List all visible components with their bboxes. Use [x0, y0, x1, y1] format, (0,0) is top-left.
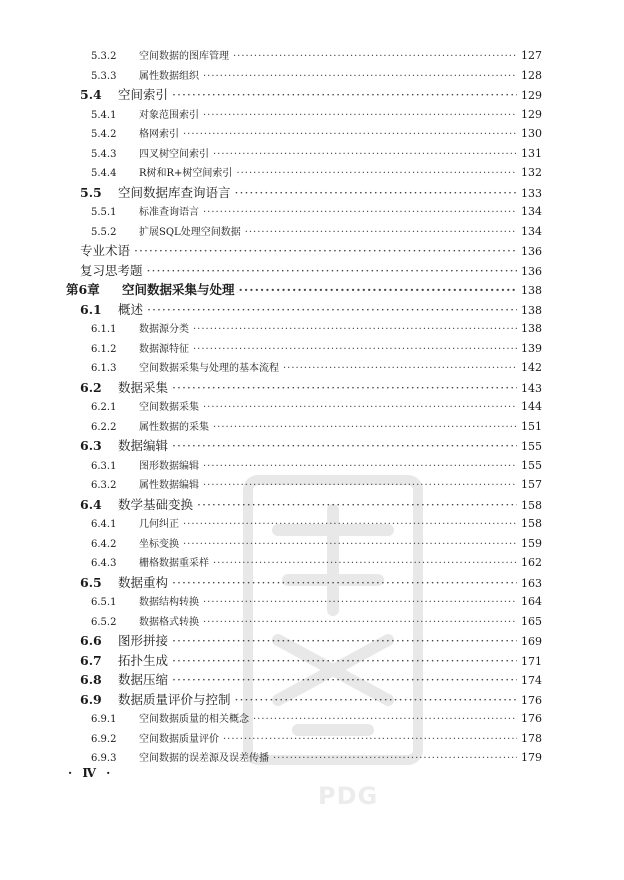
toc-entry[interactable]: [80, 300, 542, 320]
toc-entry-number: 6.9.1: [91, 714, 117, 725]
toc-entry-number: 6.4.2: [91, 538, 117, 550]
toc-entry-number: 6.5.2: [91, 616, 117, 628]
toc-entry[interactable]: [91, 339, 542, 359]
toc-entry-title: 数据编辑: [118, 438, 169, 453]
toc-leader-dots: [147, 300, 517, 320]
toc-entry-title: 数据源分类: [139, 324, 189, 335]
toc-entry-number: 5.3.2: [91, 51, 117, 62]
toc-entry-title: 图形数据编辑: [139, 460, 199, 472]
toc-entry-number: 6.5: [80, 574, 102, 590]
toc-entry-title: 空间索引: [118, 87, 169, 102]
toc-entry-page: 142: [521, 361, 542, 374]
toc-leader-dots: [183, 515, 517, 535]
toc-leader-dots: [203, 613, 517, 633]
toc-entry-number: 6.9.2: [91, 733, 117, 745]
toc-entry[interactable]: [91, 397, 542, 417]
toc-entry-page: 131: [521, 146, 542, 160]
toc-entry-page: 159: [521, 536, 542, 550]
toc-leader-dots: [203, 203, 517, 223]
toc-entry-title: 数据结构转换: [139, 597, 199, 608]
toc-entry-page: 169: [521, 635, 542, 648]
toc-leader-dots: [203, 476, 517, 496]
toc-entry-page: 138: [521, 284, 542, 297]
toc-entry[interactable]: [91, 592, 542, 612]
toc-entry-page: 163: [521, 576, 542, 590]
toc-entry-page: 129: [521, 89, 542, 102]
toc-entry[interactable]: [91, 612, 542, 632]
toc-entry-title: 空间数据质量的相关概念: [139, 714, 249, 725]
toc-entry-number: 5.4.1: [91, 109, 117, 121]
toc-entry-title: 数据压缩: [118, 672, 169, 687]
toc-entry-page: 164: [521, 595, 542, 608]
toc-entry-page: 179: [521, 751, 542, 764]
toc-entry-page: 158: [521, 498, 542, 512]
toc-entry-page: 136: [521, 264, 542, 278]
toc-leader-dots: [203, 457, 517, 477]
toc-entry[interactable]: [80, 631, 542, 651]
toc-entry-title: 数据源特征: [139, 343, 189, 355]
toc-leader-dots: [172, 378, 517, 398]
toc-entry[interactable]: [80, 85, 542, 105]
toc-leader-dots: [235, 690, 517, 710]
toc-entry-number: 5.4.4: [91, 168, 117, 179]
toc-entry-page: 127: [521, 49, 542, 62]
toc-leader-dots: [197, 495, 517, 515]
toc-entry[interactable]: [91, 456, 542, 476]
toc-leader-dots: [172, 85, 517, 105]
toc-entry-page: 165: [521, 614, 542, 628]
toc-entry-number: 6.4.3: [91, 558, 117, 569]
toc-entry-number: 6.1.3: [91, 363, 117, 374]
toc-leader-dots: [213, 418, 517, 438]
toc-entry-page: 174: [521, 674, 542, 687]
toc-entry[interactable]: [91, 534, 542, 554]
toc-entry[interactable]: [91, 163, 542, 183]
toc-entry-title: 属性数据编辑: [139, 480, 199, 491]
toc-leader-dots: [147, 261, 517, 281]
toc-entry-page: 155: [521, 458, 542, 472]
toc-leader-dots: [283, 359, 517, 379]
toc-entry-title: 扩展SQL处理空间数据: [139, 226, 241, 238]
toc-entry-title: 对象范围索引: [139, 109, 199, 121]
toc-entry-page: 143: [521, 381, 542, 395]
toc-leader-dots: [183, 535, 517, 555]
toc-entry-title: 数据采集: [118, 379, 169, 395]
toc-entry-number: 6.2.2: [91, 421, 117, 433]
toc-entry-title: 专业术语: [80, 243, 131, 258]
toc-entry[interactable]: [80, 670, 542, 690]
toc-entry[interactable]: [91, 319, 542, 339]
toc-entry[interactable]: [91, 105, 542, 125]
toc-entry-title: 数据质量评价与控制: [118, 691, 231, 707]
toc-leader-dots: [172, 436, 517, 456]
toc-entry[interactable]: [91, 144, 542, 164]
toc-entry-number: 5.4.2: [91, 129, 117, 140]
toc-entry-page: 158: [521, 517, 542, 530]
toc-leader-dots: [172, 670, 517, 690]
toc-entry-page: 138: [521, 303, 542, 317]
toc-entry-page: 176: [521, 712, 542, 725]
toc-entry[interactable]: [91, 124, 542, 144]
toc-entry-page: 134: [521, 205, 542, 218]
toc-entry-title: 概述: [118, 301, 144, 317]
toc-entry-number: 6.6: [80, 633, 102, 648]
toc-entry[interactable]: [80, 378, 542, 398]
toc-entry-title: 空间数据质量评价: [139, 733, 219, 745]
toc-entry-number: 5.5.2: [91, 226, 117, 238]
toc-entry-title: 属性数据组织: [139, 70, 199, 82]
toc-entry[interactable]: [91, 709, 542, 729]
toc-entry-title: 栅格数据重采样: [139, 558, 209, 569]
toc-entry-page: 136: [521, 245, 542, 258]
toc-entry[interactable]: [91, 222, 542, 242]
toc-entry[interactable]: [80, 183, 542, 203]
toc-entry-number: 6.8: [80, 672, 102, 687]
toc-entry-title: 四叉树空间索引: [139, 148, 209, 160]
toc-leader-dots: [273, 749, 517, 769]
toc-entry-number: 6.3.2: [91, 480, 117, 491]
toc-entry[interactable]: [91, 748, 542, 768]
toc-leader-dots: [172, 631, 517, 651]
toc-entry[interactable]: [80, 241, 542, 261]
toc-leader-dots: [203, 106, 517, 126]
toc-leader-dots: [245, 223, 517, 243]
toc-leader-dots: [203, 398, 517, 418]
toc-entry-title: 拓扑生成: [118, 652, 169, 668]
toc-entry-number: 6.3.1: [91, 460, 117, 472]
toc-leader-dots: [203, 67, 517, 87]
toc-entry-number: 5.5.1: [91, 207, 117, 218]
toc-entry-number: 6.9.3: [91, 753, 117, 764]
page-number-footer: · Ⅳ ·: [68, 766, 114, 780]
toc-entry-title: 空间数据的图库管理: [139, 51, 229, 62]
toc-entry[interactable]: [80, 261, 542, 281]
toc-entry-number: 6.9: [80, 691, 102, 707]
toc-leader-dots: [239, 280, 517, 300]
toc-leader-dots: [223, 730, 517, 750]
toc-entry[interactable]: [91, 46, 542, 66]
toc-leader-dots: [183, 125, 517, 145]
toc-entry-page: 176: [521, 693, 542, 707]
toc-entry-number: 6.1: [80, 301, 102, 317]
toc-leader-dots: [193, 340, 517, 360]
toc-entry-title: 几何纠正: [139, 519, 179, 530]
toc-entry[interactable]: [91, 475, 542, 495]
toc-entry-page: 139: [521, 341, 542, 355]
toc-leader-dots: [233, 47, 517, 67]
toc-entry-number: 6.4.1: [91, 519, 117, 530]
toc-entry-number: 5.4.3: [91, 148, 117, 160]
toc-entry-number: 6.1.2: [91, 343, 117, 355]
toc-entry-title: 数据格式转换: [139, 616, 199, 628]
toc-entry-page: 134: [521, 224, 542, 238]
toc-leader-dots: [172, 651, 517, 671]
toc-entry-page: 128: [521, 68, 542, 82]
toc-entry[interactable]: [80, 495, 542, 515]
toc-entry-title: 数学基础变换: [118, 496, 194, 512]
toc-entry-title: 属性数据的采集: [139, 421, 209, 433]
toc-entry-title: 空间数据采集与处理的基本流程: [139, 363, 279, 374]
toc-entry-page: 178: [521, 731, 542, 745]
toc-entry-page: 151: [521, 419, 542, 433]
toc-leader-dots: [253, 710, 517, 730]
toc-entry-page: 132: [521, 166, 542, 179]
toc-entry[interactable]: [91, 202, 542, 222]
toc-entry-number: 6.3: [80, 438, 102, 453]
toc-entry-number: 6.5.1: [91, 597, 117, 608]
toc-entry[interactable]: [80, 573, 542, 593]
toc-leader-dots: [213, 554, 517, 574]
toc-entry-number: 6.1.1: [91, 324, 117, 335]
toc-leader-dots: [172, 573, 517, 593]
toc-entry[interactable]: [91, 66, 542, 86]
toc-entry[interactable]: [91, 514, 542, 534]
toc-entry-number: 5.5: [80, 184, 102, 200]
toc-entry-number: 6.7: [80, 652, 102, 668]
toc-leader-dots: [193, 320, 517, 340]
toc-entry-page: 144: [521, 400, 542, 413]
toc-entry[interactable]: [91, 358, 542, 378]
toc-entry[interactable]: [80, 436, 542, 456]
toc-entry-number: 6.4: [80, 496, 102, 512]
toc-entry[interactable]: [91, 729, 542, 749]
toc-entry-page: 130: [521, 127, 542, 140]
toc-entry-number: 5.4: [80, 87, 102, 102]
toc-entry[interactable]: [80, 690, 542, 710]
toc-entry[interactable]: [91, 553, 542, 573]
toc-entry-page: 157: [521, 478, 542, 491]
toc-entry-page: 171: [521, 654, 542, 668]
toc-entry-title: 坐标变换: [139, 538, 179, 550]
watermark-text: PDG: [318, 782, 379, 810]
toc-entry-number: 6.2: [80, 379, 102, 395]
toc-entry-page: 162: [521, 556, 542, 569]
toc-leader-dots: [134, 241, 517, 261]
toc-entry-number: 6.2.1: [91, 402, 117, 413]
toc-entry-page: 138: [521, 322, 542, 335]
toc-entry[interactable]: [80, 651, 542, 671]
toc-entry-page: 155: [521, 440, 542, 453]
toc-entry-number: 5.3.3: [91, 70, 117, 82]
toc-entry-title: 复习思考题: [80, 262, 143, 278]
toc-entry-title: 格网索引: [139, 129, 179, 140]
toc-entry-title: 空间数据的误差源及误差传播: [139, 753, 269, 764]
toc-entry-title: 空间数据采集: [139, 402, 199, 413]
toc-entry-title: 标准查询语言: [139, 207, 199, 218]
toc-entry-title: 数据重构: [118, 574, 169, 590]
toc-entry[interactable]: [66, 280, 542, 300]
toc-leader-dots: [236, 164, 517, 184]
toc-entry-title: 空间数据采集与处理: [122, 282, 235, 297]
toc-leader-dots: [203, 593, 517, 613]
toc-entry-number: 第6章: [66, 282, 100, 297]
toc-entry-title: 空间数据库查询语言: [118, 184, 231, 200]
toc-leader-dots: [213, 145, 517, 165]
toc-leader-dots: [235, 183, 517, 203]
toc-entry-page: 133: [521, 186, 542, 200]
toc-entry[interactable]: [91, 417, 542, 437]
toc-entry-page: 129: [521, 107, 542, 121]
toc-entry-title: 图形拼接: [118, 633, 169, 648]
toc-entry-title: R树和R+树空间索引: [139, 168, 233, 179]
